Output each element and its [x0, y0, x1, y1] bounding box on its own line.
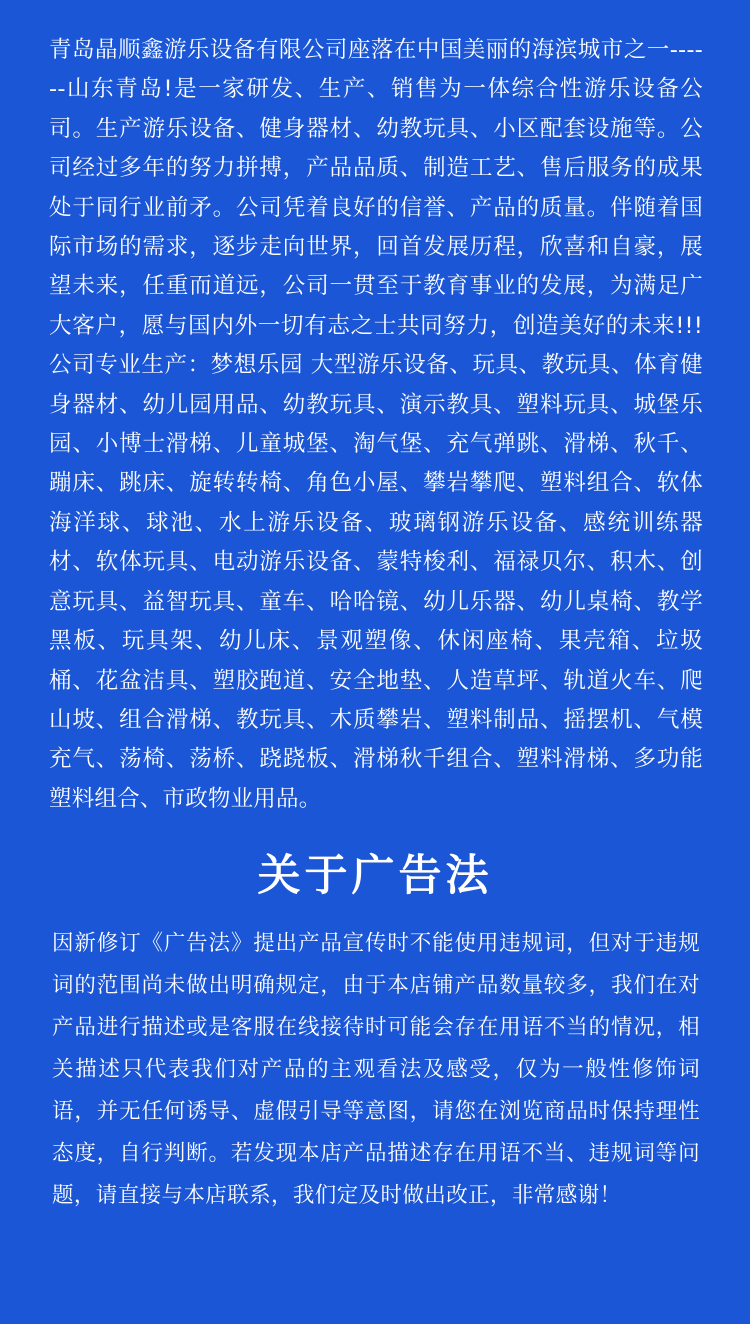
advertising-law-heading: 关于广告法: [257, 851, 493, 901]
company-intro-paragraph: 青岛晶顺鑫游乐设备有限公司座落在中国美丽的海滨城市之一------山东青岛!是一家研发、生产、销售为一体综合性游乐设备公司。生产游乐设备、健身器材、幼教玩具、小区配套设施等。公司经过多年的努力拼搏，产品品质、制造工艺、售后服务的成果处于同行业前矛。公司凭着良好的信誉、产品的质量。伴随着国际市场的需求，逐步走向世界，回首发展历程，欣喜和自豪，展望未来，任重而道远，公司一贯至于教育事业的发展，为满足广大客户，愿与国内外一切有志之士共同努力，创造美好的未来!!!公司专业生产：梦想乐园 大型游乐设备、玩具、教玩具、体育健身器材、幼儿园用品、幼教玩具、演示教具、塑料玩具、城堡乐园、小博士滑梯、儿童城堡、淘气堡、充气弹跳、滑梯、秋千、蹦床、跳床、旋转转椅、角色小屋、攀岩攀爬、塑料组合、软体海洋球、球池、水上游乐设备、玻璃钢游乐设备、感统训练器材、软体玩具、电动游乐设备、蒙特梭利、福禄贝尔、积木、创意玩具、益智玩具、童车、哈哈镜、幼儿乐器、幼儿桌椅、教学黑板、玩具架、幼儿床、景观塑像、休闲座椅、果壳箱、垃圾桶、花盆洁具、塑胶跑道、安全地垫、人造草坪、轨道火车、爬山坡、组合滑梯、教玩具、木质攀岩、塑料制品、摇摆机、气模充气、荡椅、荡桥、跷跷板、滑梯秋千组合、塑料滑梯、多功能塑料组合、市政物业用品。: [49, 37, 703, 812]
advertising-law-notice: 因新修订《广告法》提出产品宣传时不能使用违规词，但对于违规词的范围尚未做出明确规定，由于本店铺产品数量较多，我们在对产品进行描述或是客服在线接待时可能会存在用语不当的情况，相关描述只代表我们对产品的主观看法及感受，仅为一般性修饰词语，并无任何诱导、虚假引导等意图，请您在浏览商品时保持理性态度，自行判断。若发现本店产品描述存在用语不当、违规词等问题，请直接与本店联系，我们定及时做出改正，非常感谢！: [52, 931, 700, 1208]
